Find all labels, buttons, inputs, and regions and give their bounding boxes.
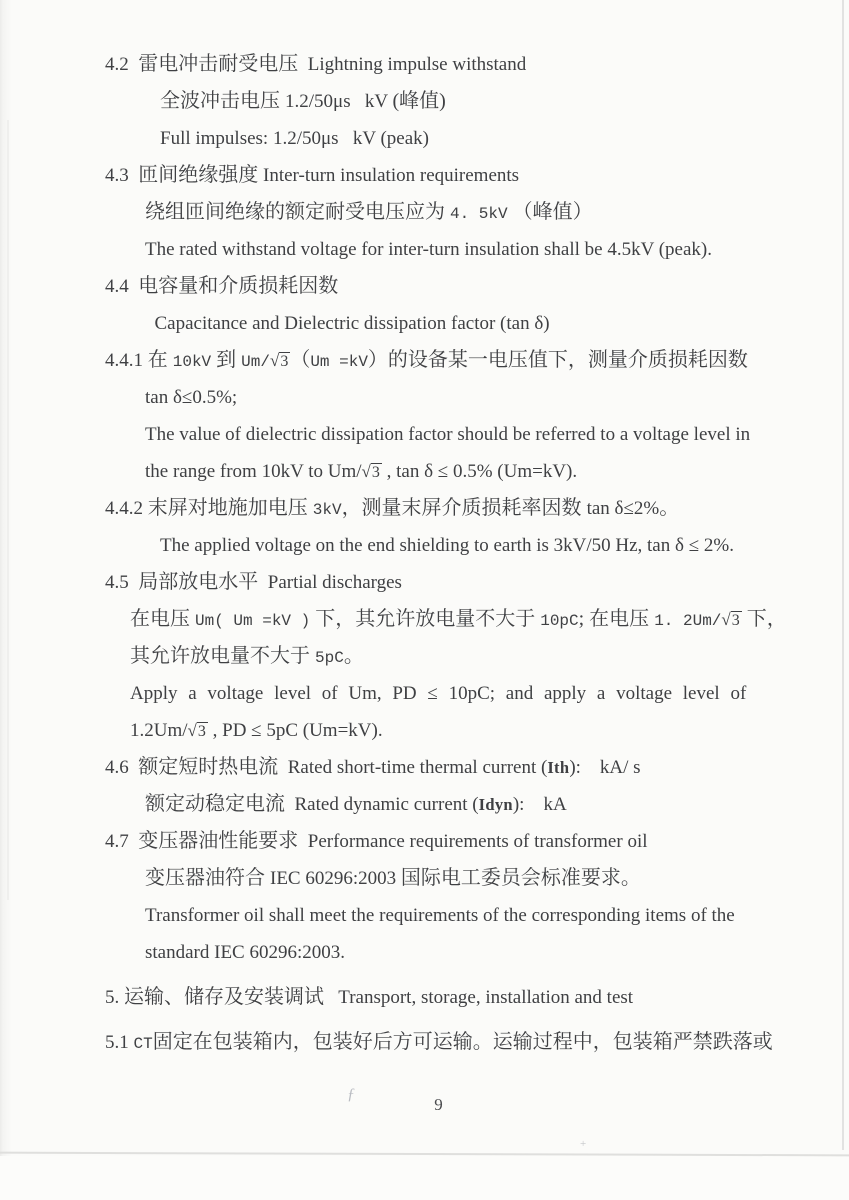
doc-line xyxy=(0,786,849,823)
text-segment: 1.2/50μs kV xyxy=(285,91,393,112)
text-segment: 全波冲击电压 xyxy=(160,90,285,112)
text-segment: 4.6 xyxy=(105,757,139,778)
doc-line xyxy=(0,860,849,897)
doc-line xyxy=(0,416,849,453)
text-segment: 5.1 xyxy=(105,1032,134,1053)
text-segment: , PD ≤ 5pC (Um=kV). xyxy=(207,720,383,741)
text-segment: 雷电冲击耐受电压 xyxy=(138,53,299,75)
text-segment: ; 在电压 xyxy=(578,608,655,630)
text-segment: standard IEC 60296:2003. xyxy=(145,942,346,963)
text-segment: Um/ xyxy=(241,353,270,371)
text-segment: 运输、储存及安装调试 xyxy=(124,986,324,1008)
doc-line xyxy=(0,231,849,268)
text-segment: Transformer oil shall meet the requirements of the corresponding items of the xyxy=(145,905,735,926)
text-segment: Lightning impulse withstand xyxy=(298,54,527,75)
doc-line xyxy=(0,46,849,83)
text-segment: 4.4.1 xyxy=(105,350,148,371)
doc-line xyxy=(0,83,849,120)
text-segment: Capacitance and Dielectric dissipation factor (tan δ) xyxy=(145,313,550,334)
text-segment: The applied voltage on the end shielding to earth is 3kV/50 Hz, tan δ ≤ 2%. xyxy=(160,535,734,556)
text-segment: 额定短时热电流 xyxy=(138,756,279,778)
text-segment: The rated withstand voltage for inter-turn insulation shall be 4.5kV (peak). xyxy=(145,239,713,260)
text-segment: Inter-turn insulation requirements xyxy=(258,165,520,186)
text-segment: 10kV xyxy=(172,353,212,371)
doc-line xyxy=(0,979,849,1016)
text-segment: 末屏对地施加电压 xyxy=(147,497,313,519)
sqrt-expression: √3 xyxy=(721,610,740,629)
text-segment: 4.2 xyxy=(105,54,139,75)
text-segment: Partial discharges xyxy=(258,572,402,593)
text-segment: ，测量末屏介质损耗率因数 xyxy=(341,497,587,519)
text-segment: , tan δ ≤ 0.5% (Um=kV). xyxy=(381,461,578,482)
text-segment: Um( Um =kV ) xyxy=(195,612,311,630)
doc-line xyxy=(0,712,849,749)
text-segment: 在电压 xyxy=(130,608,195,630)
doc-line xyxy=(0,268,849,305)
doc-line xyxy=(0,379,849,416)
text-segment: CT xyxy=(133,1035,153,1053)
document-body xyxy=(0,46,849,1061)
text-segment: 下，其允许放电量不大于 xyxy=(310,608,541,630)
scan-stray-mark: + xyxy=(580,1138,587,1150)
text-segment: 。 xyxy=(343,645,364,667)
text-segment: 4.4.2 xyxy=(105,498,148,519)
doc-line xyxy=(0,194,849,231)
text-segment: 3kV xyxy=(312,501,342,519)
text-segment: The value of dielectric dissipation factor should be referred to a voltage level in xyxy=(145,424,751,445)
text-segment: ): kA xyxy=(512,794,567,815)
text-segment: 绕组匝间绝缘的额定耐受电压应为 xyxy=(145,201,450,223)
text-segment: （峰值） xyxy=(507,201,593,223)
text-segment: 匝间绝缘强度 xyxy=(138,164,259,186)
doc-line xyxy=(0,934,849,971)
sqrt-expression: √3 xyxy=(269,351,289,370)
doc-line xyxy=(0,564,849,601)
text-segment: 4.5 xyxy=(105,572,139,593)
text-segment: （ xyxy=(290,349,311,371)
text-segment: Apply a voltage level of Um, PD ≤ 10pC; and apply a voltage level of xyxy=(130,683,747,704)
text-segment: 固定在包装箱内，包装好后方可运输。运输过程中，包装箱严禁跌落或 xyxy=(152,1031,773,1053)
doc-line xyxy=(0,120,849,157)
text-segment: 。 xyxy=(659,497,680,519)
text-segment: 4. 5kV xyxy=(450,205,508,223)
text-segment: IEC 60296:2003 xyxy=(270,868,401,889)
scan-stray-mark: ƒ xyxy=(347,1086,355,1103)
text-segment: the range from 10kV to Um/ xyxy=(145,461,362,482)
text-segment: 4.3 xyxy=(105,165,139,186)
text-segment: Idyn xyxy=(478,795,513,814)
scan-area-below-page xyxy=(0,1156,849,1200)
text-segment: 变压器油符合 xyxy=(145,867,270,889)
text-segment: 电容量和介质损耗因数 xyxy=(138,275,339,297)
doc-line xyxy=(0,897,849,934)
doc-line xyxy=(0,305,849,342)
text-segment: Rated short-time thermal current ( xyxy=(278,757,548,778)
text-segment: 4.4 xyxy=(105,276,139,297)
doc-line xyxy=(0,527,849,564)
doc-line xyxy=(0,342,849,379)
text-segment: tan δ≤0.5%; xyxy=(145,387,238,408)
text-segment: (峰值) xyxy=(392,90,446,112)
doc-line xyxy=(0,490,849,527)
text-segment: 下， xyxy=(741,608,787,630)
text-segment: 5pC xyxy=(315,649,344,667)
text-segment: Ith xyxy=(547,758,570,777)
text-segment: 在 xyxy=(147,349,173,371)
doc-line xyxy=(0,823,849,860)
text-segment: 额定动稳定电流 xyxy=(145,793,285,815)
text-segment: Transport, storage, installation and test xyxy=(324,987,634,1008)
doc-line xyxy=(0,749,849,786)
doc-line xyxy=(0,157,849,194)
text-segment: 1. 2Um/ xyxy=(654,612,722,630)
text-segment: ): kA/ s xyxy=(569,757,641,778)
text-segment: 1.2Um/ xyxy=(130,720,188,741)
text-segment: tan δ≤2% xyxy=(586,498,660,519)
text-segment: 4.7 xyxy=(105,831,139,852)
text-segment: 5. xyxy=(105,987,124,1008)
sqrt-expression: √3 xyxy=(187,721,206,740)
page-number: 9 xyxy=(434,1095,443,1114)
text-segment: 变压器油性能要求 xyxy=(138,830,299,852)
text-segment: ）的设备某一电压值下，测量介质损耗因数 xyxy=(367,349,748,371)
text-segment: 其允许放电量不大于 xyxy=(130,645,315,667)
doc-line xyxy=(0,675,849,712)
text-segment: 国际电工委员会标准要求。 xyxy=(400,867,641,889)
sqrt-expression: √3 xyxy=(361,462,380,481)
text-segment: 10pC xyxy=(540,612,579,630)
text-segment: 局部放电水平 xyxy=(138,571,259,593)
text-segment: Full impulses: 1.2/50μs kV (peak) xyxy=(160,128,429,149)
text-segment: Performance requirements of transformer oil xyxy=(298,831,648,852)
doc-line xyxy=(0,601,849,638)
doc-line xyxy=(0,638,849,675)
text-segment: Rated dynamic current ( xyxy=(285,794,479,815)
text-segment: Um =kV xyxy=(310,353,368,371)
doc-line xyxy=(0,453,849,490)
doc-line xyxy=(0,1024,849,1061)
text-segment: 到 xyxy=(211,349,242,371)
